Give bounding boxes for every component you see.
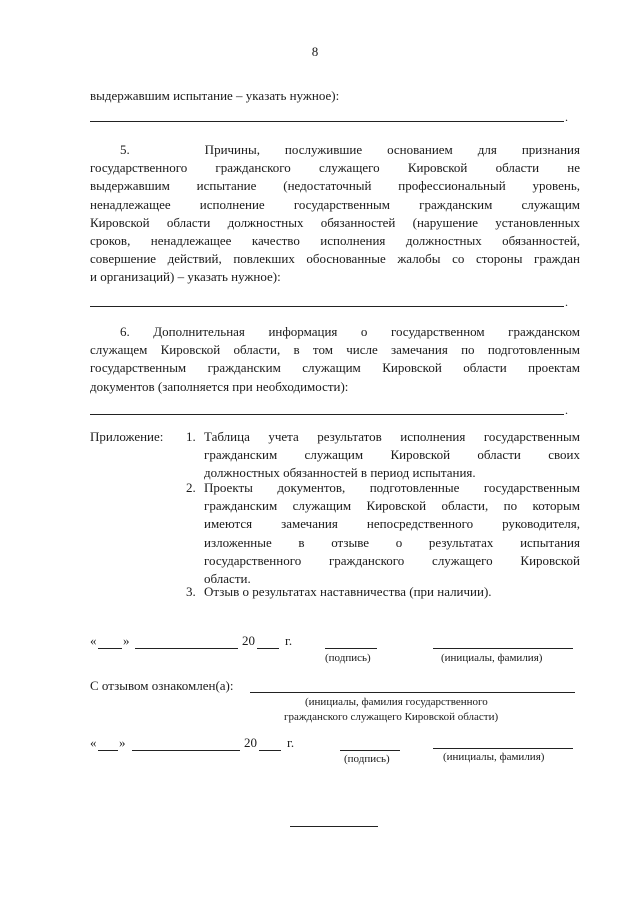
signature-blank[interactable] bbox=[325, 648, 377, 649]
name-blank[interactable] bbox=[433, 648, 573, 649]
acknowledged-label: С отзывом ознакомлен(а): bbox=[90, 678, 234, 693]
page-number: 8 bbox=[311, 44, 319, 59]
date-month-blank[interactable] bbox=[135, 648, 238, 649]
section-5-line: сроков, ненадлежащее качество исполнения должностных обязанностей, bbox=[90, 233, 580, 249]
appendix-label: Приложение: bbox=[90, 429, 164, 444]
appendix-item-line: гражданским служащим Кировской области своих bbox=[204, 447, 580, 463]
acknowledged-blank[interactable] bbox=[250, 692, 575, 693]
section-6-line: служащем Кировской области, в том числе замечания по подготовленным bbox=[90, 342, 580, 358]
signature-caption: (подпись) bbox=[325, 652, 371, 664]
blank-line-section-5 bbox=[90, 306, 564, 307]
section-5-line: Кировской области должностных обязанностей (нарушение установленных bbox=[90, 214, 580, 230]
signature-blank[interactable] bbox=[340, 750, 400, 751]
acknowledged-caption-line-2: гражданского служащего Кировской области) bbox=[284, 711, 499, 723]
date-day-blank[interactable] bbox=[98, 750, 118, 751]
appendix-item-line: Проекты документов, подготовленные государственным bbox=[204, 480, 580, 495]
date-year-blank[interactable] bbox=[259, 750, 281, 751]
name-blank[interactable] bbox=[433, 748, 573, 749]
appendix-item-line: государственного гражданского служащего Кировской bbox=[204, 552, 580, 568]
date-month-blank[interactable] bbox=[132, 750, 240, 751]
blank-line-section-6 bbox=[90, 414, 564, 415]
appendix-item-line: гражданским служащим Кировской области, по которым bbox=[204, 498, 580, 514]
blank-line-intro bbox=[90, 121, 564, 122]
signature-caption: (подпись) bbox=[344, 753, 390, 765]
section-5-line: 5. Причины, послужившие основанием для признания bbox=[120, 142, 580, 157]
date-quote-close: » bbox=[119, 735, 126, 750]
date-year-prefix: 20 bbox=[242, 633, 255, 648]
appendix-item-line: должностных обязанностей в период испытания. bbox=[204, 465, 476, 481]
appendix-item-number: 1. bbox=[186, 429, 196, 444]
appendix-item-line: имеются замечания непосредственного руководителя, bbox=[204, 516, 580, 532]
date-quote-open: « bbox=[90, 735, 97, 750]
section-6-line: 6. Дополнительная информация о государственном гражданском bbox=[120, 324, 580, 339]
section-6-line: документов (заполняется при необходимости): bbox=[90, 378, 349, 394]
section-5-line: государственного гражданского служащего Кировской области не bbox=[90, 160, 580, 176]
section-5-line: выдержавшим испытание (недостаточный профессиональный уровень, bbox=[90, 178, 580, 194]
intro-line: выдержавшим испытание – указать нужное): bbox=[90, 88, 340, 103]
date-year-blank[interactable] bbox=[257, 648, 279, 649]
date-quote-close: » bbox=[123, 633, 130, 648]
appendix-item-number: 2. bbox=[186, 480, 196, 495]
appendix-item-number: 3. bbox=[186, 584, 196, 599]
appendix-item-line: области. bbox=[204, 571, 251, 587]
blank-line-period: . bbox=[565, 295, 568, 309]
date-year-suffix: г. bbox=[287, 735, 295, 750]
section-5-line: совершение действий, повлекших обоснованные жалобы со стороны граждан bbox=[90, 251, 580, 267]
blank-line-period: . bbox=[565, 110, 568, 124]
blank-line-period: . bbox=[565, 403, 568, 417]
name-caption: (инициалы, фамилия) bbox=[443, 751, 545, 763]
date-year-suffix: г. bbox=[285, 633, 293, 648]
section-6 bbox=[90, 323, 580, 396]
section-5 bbox=[90, 141, 580, 287]
date-year-prefix: 20 bbox=[244, 735, 257, 750]
appendix-item-line: изложенные в отзыве о результатах испытания bbox=[204, 534, 580, 550]
appendix-item-line: Таблица учета результатов исполнения государственным bbox=[204, 429, 580, 444]
acknowledged-caption-line-1: (инициалы, фамилия государственного bbox=[305, 696, 488, 708]
section-5-line: и организаций) – указать нужное): bbox=[90, 269, 281, 285]
section-6-line: государственным гражданским служащим Кировской области проектам bbox=[90, 360, 580, 376]
date-day-blank[interactable] bbox=[98, 648, 122, 649]
closing-separator bbox=[290, 826, 378, 827]
name-caption: (инициалы, фамилия) bbox=[441, 652, 543, 664]
date-quote-open: « bbox=[90, 633, 97, 648]
appendix-item-line: Отзыв о результатах наставничества (при наличии). bbox=[204, 584, 492, 599]
section-5-line: ненадлежащее исполнение государственным гражданским служащим bbox=[90, 196, 580, 212]
